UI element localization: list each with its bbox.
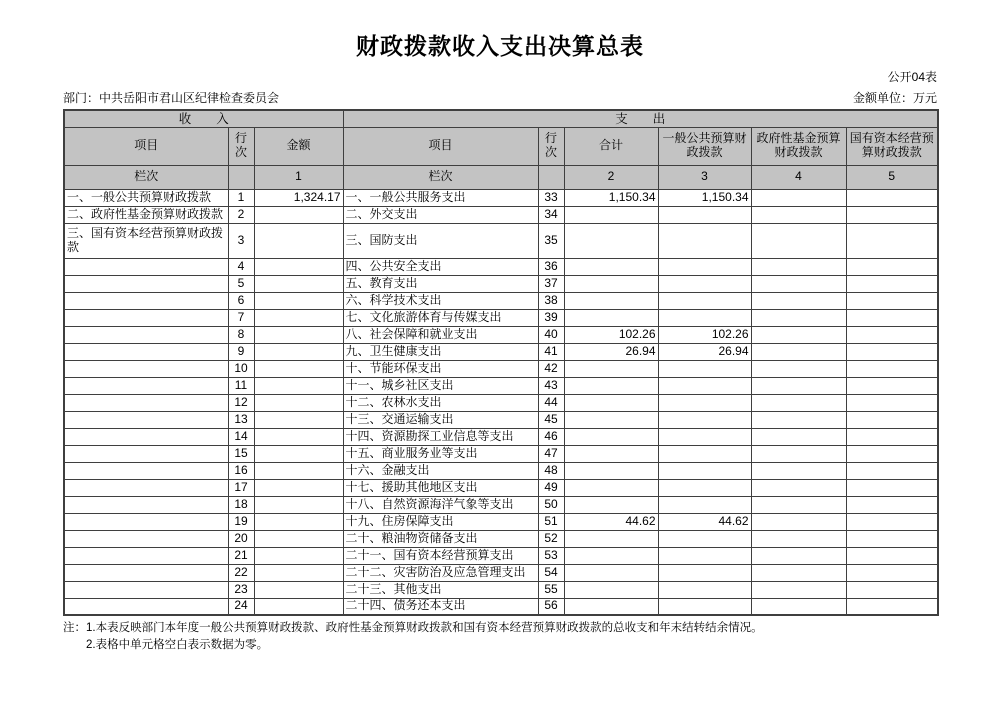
income-line-cell: 1 <box>228 189 254 206</box>
exp-item-cell: 十七、援助其他地区支出 <box>343 479 538 496</box>
income-item-cell <box>64 275 228 292</box>
exp-item-cell: 十、节能环保支出 <box>343 360 538 377</box>
income-item-header: 项目 <box>64 127 228 165</box>
exp-line-cell: 47 <box>538 445 564 462</box>
exp-line-cell: 45 <box>538 411 564 428</box>
income-item-cell <box>64 598 228 615</box>
exp-total-cell <box>564 496 658 513</box>
income-amount-cell <box>254 530 343 547</box>
exp-gov-fund-cell <box>751 445 846 462</box>
exp-general-budget-cell <box>658 564 751 581</box>
exp-general-budget-cell <box>658 547 751 564</box>
income-lanci-label: 栏次 <box>64 165 228 189</box>
income-item-cell: 一、一般公共预算财政拨款 <box>64 189 228 206</box>
unit-label: 金额单位：万元 <box>852 91 937 105</box>
exp-gov-fund-cell <box>751 513 846 530</box>
table-row <box>64 462 938 479</box>
note-line-2: 2.表格中单元格空白表示数据为零。 <box>86 638 269 651</box>
income-line-cell: 18 <box>228 496 254 513</box>
income-amount-cell <box>254 462 343 479</box>
exp-line-cell: 34 <box>538 206 564 223</box>
table-row <box>64 223 938 258</box>
exp-state-capital-cell <box>846 547 938 564</box>
table-row <box>64 496 938 513</box>
table-row <box>64 326 938 343</box>
exp-gov-fund-cell <box>751 547 846 564</box>
table-row <box>64 428 938 445</box>
exp-general-budget-cell <box>658 309 751 326</box>
income-section-header: 收 入 <box>64 110 343 127</box>
exp-general-budget-cell <box>658 530 751 547</box>
income-amount-cell <box>254 564 343 581</box>
exp-col-index-5: 5 <box>846 165 938 189</box>
exp-line-cell: 38 <box>538 292 564 309</box>
exp-state-capital-cell <box>846 598 938 615</box>
income-item-cell <box>64 462 228 479</box>
table-row <box>64 598 938 615</box>
exp-state-capital-cell <box>846 445 938 462</box>
exp-total-cell <box>564 360 658 377</box>
exp-gov-fund-cell <box>751 564 846 581</box>
income-line-cell: 12 <box>228 394 254 411</box>
exp-item-cell: 十一、城乡社区支出 <box>343 377 538 394</box>
income-item-cell <box>64 343 228 360</box>
exp-total-cell <box>564 564 658 581</box>
table-row <box>64 513 938 530</box>
income-amount-cell <box>254 377 343 394</box>
page-title: 财政拨款收入支出决算总表 <box>356 33 644 59</box>
table-row <box>64 394 938 411</box>
exp-general-budget-cell: 26.94 <box>658 343 751 360</box>
exp-item-cell: 二十三、其他支出 <box>343 581 538 598</box>
exp-general-budget-cell: 44.62 <box>658 513 751 530</box>
table-row <box>64 258 938 275</box>
exp-general-budget-cell <box>658 292 751 309</box>
income-amount-cell <box>254 547 343 564</box>
exp-state-capital-cell <box>846 394 938 411</box>
income-item-cell <box>64 428 228 445</box>
section-header-row <box>64 110 938 127</box>
income-item-cell <box>64 326 228 343</box>
exp-line-cell: 53 <box>538 547 564 564</box>
exp-gov-fund-cell <box>751 394 846 411</box>
exp-general-budget-cell <box>658 496 751 513</box>
exp-state-capital-cell <box>846 309 938 326</box>
exp-general-budget-cell <box>658 479 751 496</box>
meta-line <box>63 89 937 106</box>
exp-line-cell: 44 <box>538 394 564 411</box>
table-row <box>64 411 938 428</box>
budget-table <box>63 109 939 616</box>
exp-item-cell: 十四、资源勘探工业信息等支出 <box>343 428 538 445</box>
income-amount-cell <box>254 275 343 292</box>
exp-state-capital-cell <box>846 564 938 581</box>
income-amount-cell <box>254 326 343 343</box>
income-item-cell <box>64 309 228 326</box>
income-amount-header: 金额 <box>254 127 343 165</box>
income-amount-cell <box>254 411 343 428</box>
exp-gov-fund-cell <box>751 223 846 258</box>
income-amount-cell <box>254 343 343 360</box>
exp-state-capital-cell <box>846 428 938 445</box>
exp-state-capital-cell <box>846 513 938 530</box>
exp-state-capital-cell <box>846 411 938 428</box>
income-item-cell <box>64 547 228 564</box>
exp-gov-fund-cell <box>751 377 846 394</box>
exp-total-cell: 26.94 <box>564 343 658 360</box>
column-index-row <box>64 165 938 189</box>
exp-general-budget-cell <box>658 445 751 462</box>
exp-gov-fund-cell <box>751 206 846 223</box>
income-amount-cell <box>254 445 343 462</box>
table-row <box>64 530 938 547</box>
exp-line-cell: 55 <box>538 581 564 598</box>
exp-line-cell: 49 <box>538 479 564 496</box>
income-amount-cell <box>254 598 343 615</box>
exp-total-cell <box>564 547 658 564</box>
income-item-cell <box>64 292 228 309</box>
table-row <box>64 360 938 377</box>
exp-item-cell: 三、国防支出 <box>343 223 538 258</box>
exp-item-cell: 二十四、债务还本支出 <box>343 598 538 615</box>
exp-total-header: 合计 <box>564 127 658 165</box>
income-line-cell: 13 <box>228 411 254 428</box>
income-line-cell: 3 <box>228 223 254 258</box>
income-line-cell: 4 <box>228 258 254 275</box>
exp-total-cell: 44.62 <box>564 513 658 530</box>
note-line-1: 注：1.本表反映部门本年度一般公共预算财政拨款、政府性基金预算财政拨款和国有资本经营预算财政拨款的总收支和年末结转结余情况。 <box>63 622 763 634</box>
exp-state-capital-cell <box>846 206 938 223</box>
income-amount-cell <box>254 258 343 275</box>
exp-state-capital-cell <box>846 360 938 377</box>
exp-state-capital-cell <box>846 479 938 496</box>
exp-item-cell: 十二、农林水支出 <box>343 394 538 411</box>
income-line-cell: 24 <box>228 598 254 615</box>
income-item-cell <box>64 564 228 581</box>
exp-item-cell: 十三、交通运输支出 <box>343 411 538 428</box>
exp-line-cell: 50 <box>538 496 564 513</box>
exp-gov-fund-cell <box>751 258 846 275</box>
exp-general-budget-cell: 102.26 <box>658 326 751 343</box>
exp-total-cell <box>564 530 658 547</box>
income-line-cell: 17 <box>228 479 254 496</box>
exp-gov-fund-cell <box>751 428 846 445</box>
table-row <box>64 292 938 309</box>
exp-item-cell: 六、科学技术支出 <box>343 292 538 309</box>
exp-state-capital-header: 国有资本经营预算财政拨款 <box>846 127 938 165</box>
exp-item-cell: 四、公共安全支出 <box>343 258 538 275</box>
income-amount-cell: 1,324.17 <box>254 189 343 206</box>
income-item-cell <box>64 360 228 377</box>
income-line-cell: 9 <box>228 343 254 360</box>
exp-state-capital-cell <box>846 530 938 547</box>
exp-gov-fund-header: 政府性基金预算财政拨款 <box>751 127 846 165</box>
exp-general-budget-cell <box>658 206 751 223</box>
exp-item-cell: 二十二、灾害防治及应急管理支出 <box>343 564 538 581</box>
income-line-cell: 10 <box>228 360 254 377</box>
exp-item-cell: 十五、商业服务业等支出 <box>343 445 538 462</box>
exp-general-budget-cell <box>658 377 751 394</box>
income-amount-cell <box>254 581 343 598</box>
exp-total-cell <box>564 275 658 292</box>
exp-gov-fund-cell <box>751 360 846 377</box>
table-row <box>64 275 938 292</box>
exp-general-budget-cell: 1,150.34 <box>658 189 751 206</box>
income-line-header: 行次 <box>228 127 254 165</box>
exp-item-cell: 五、教育支出 <box>343 275 538 292</box>
exp-item-cell: 二十、粮油物资储备支出 <box>343 530 538 547</box>
exp-col-index-2: 2 <box>564 165 658 189</box>
exp-line-cell: 46 <box>538 428 564 445</box>
exp-gov-fund-cell <box>751 598 846 615</box>
exp-general-budget-header: 一般公共预算财政拨款 <box>658 127 751 165</box>
exp-item-cell: 一、一般公共服务支出 <box>343 189 538 206</box>
income-item-cell <box>64 479 228 496</box>
income-amount-cell <box>254 394 343 411</box>
column-header-row <box>64 127 938 165</box>
exp-lanci-blank <box>538 165 564 189</box>
exp-line-header: 行次 <box>538 127 564 165</box>
exp-gov-fund-cell <box>751 462 846 479</box>
exp-state-capital-cell <box>846 343 938 360</box>
income-amount-cell <box>254 292 343 309</box>
exp-total-cell <box>564 258 658 275</box>
exp-gov-fund-cell <box>751 292 846 309</box>
table-code: 公开04表 <box>887 70 937 84</box>
exp-total-cell <box>564 411 658 428</box>
exp-col-index-3: 3 <box>658 165 751 189</box>
exp-total-cell <box>564 462 658 479</box>
exp-state-capital-cell <box>846 189 938 206</box>
income-line-cell: 14 <box>228 428 254 445</box>
exp-item-header: 项目 <box>343 127 538 165</box>
income-line-cell: 21 <box>228 547 254 564</box>
exp-gov-fund-cell <box>751 309 846 326</box>
table-row <box>64 581 938 598</box>
income-item-cell <box>64 394 228 411</box>
income-amount-cell <box>254 479 343 496</box>
exp-item-cell: 十八、自然资源海洋气象等支出 <box>343 496 538 513</box>
income-item-cell <box>64 445 228 462</box>
income-col-index-1: 1 <box>254 165 343 189</box>
exp-gov-fund-cell <box>751 530 846 547</box>
exp-general-budget-cell <box>658 462 751 479</box>
table-row <box>64 547 938 564</box>
income-line-cell: 15 <box>228 445 254 462</box>
exp-general-budget-cell <box>658 598 751 615</box>
exp-general-budget-cell <box>658 428 751 445</box>
income-item-cell <box>64 513 228 530</box>
exp-item-cell: 八、社会保障和就业支出 <box>343 326 538 343</box>
exp-state-capital-cell <box>846 581 938 598</box>
exp-total-cell <box>564 598 658 615</box>
exp-gov-fund-cell <box>751 343 846 360</box>
exp-line-cell: 51 <box>538 513 564 530</box>
income-amount-cell <box>254 428 343 445</box>
income-line-cell: 6 <box>228 292 254 309</box>
table-row <box>64 377 938 394</box>
exp-lanci-label: 栏次 <box>343 165 538 189</box>
income-amount-cell <box>254 513 343 530</box>
exp-total-cell <box>564 445 658 462</box>
exp-general-budget-cell <box>658 360 751 377</box>
income-item-cell <box>64 530 228 547</box>
exp-item-cell: 十九、住房保障支出 <box>343 513 538 530</box>
sheet <box>63 68 937 616</box>
income-line-cell: 19 <box>228 513 254 530</box>
exp-line-cell: 33 <box>538 189 564 206</box>
table-body <box>64 189 938 615</box>
exp-general-budget-cell <box>658 275 751 292</box>
exp-line-cell: 54 <box>538 564 564 581</box>
income-lanci-blank <box>228 165 254 189</box>
exp-total-cell <box>564 479 658 496</box>
table-row <box>64 206 938 223</box>
income-line-cell: 7 <box>228 309 254 326</box>
exp-state-capital-cell <box>846 275 938 292</box>
exp-line-cell: 42 <box>538 360 564 377</box>
exp-general-budget-cell <box>658 411 751 428</box>
income-amount-cell <box>254 206 343 223</box>
exp-total-cell <box>564 428 658 445</box>
exp-line-cell: 48 <box>538 462 564 479</box>
exp-state-capital-cell <box>846 258 938 275</box>
exp-gov-fund-cell <box>751 326 846 343</box>
exp-total-cell: 1,150.34 <box>564 189 658 206</box>
table-row <box>64 189 938 206</box>
exp-line-cell: 35 <box>538 223 564 258</box>
income-item-cell: 二、政府性基金预算财政拨款 <box>64 206 228 223</box>
income-line-cell: 11 <box>228 377 254 394</box>
exp-state-capital-cell <box>846 462 938 479</box>
exp-gov-fund-cell <box>751 581 846 598</box>
exp-total-cell <box>564 394 658 411</box>
exp-col-index-4: 4 <box>751 165 846 189</box>
exp-state-capital-cell <box>846 496 938 513</box>
exp-state-capital-cell <box>846 326 938 343</box>
exp-line-cell: 40 <box>538 326 564 343</box>
exp-general-budget-cell <box>658 258 751 275</box>
income-item-cell <box>64 258 228 275</box>
exp-state-capital-cell <box>846 292 938 309</box>
exp-gov-fund-cell <box>751 479 846 496</box>
exp-line-cell: 43 <box>538 377 564 394</box>
exp-item-cell: 二十一、国有资本经营预算支出 <box>343 547 538 564</box>
income-item-cell <box>64 581 228 598</box>
income-amount-cell <box>254 223 343 258</box>
exp-line-cell: 39 <box>538 309 564 326</box>
exp-general-budget-cell <box>658 394 751 411</box>
exp-line-cell: 37 <box>538 275 564 292</box>
expenditure-section-header: 支 出 <box>343 110 938 127</box>
table-row <box>64 479 938 496</box>
income-line-cell: 8 <box>228 326 254 343</box>
income-item-cell: 三、国有资本经营预算财政拨款 <box>64 223 228 258</box>
exp-state-capital-cell <box>846 223 938 258</box>
exp-total-cell: 102.26 <box>564 326 658 343</box>
exp-total-cell <box>564 581 658 598</box>
exp-general-budget-cell <box>658 581 751 598</box>
notes <box>63 620 963 653</box>
income-line-cell: 2 <box>228 206 254 223</box>
income-line-cell: 5 <box>228 275 254 292</box>
exp-total-cell <box>564 223 658 258</box>
table-row <box>64 564 938 581</box>
exp-gov-fund-cell <box>751 189 846 206</box>
exp-gov-fund-cell <box>751 496 846 513</box>
exp-item-cell: 七、文化旅游体育与传媒支出 <box>343 309 538 326</box>
table-row <box>64 445 938 462</box>
income-item-cell <box>64 496 228 513</box>
income-line-cell: 20 <box>228 530 254 547</box>
exp-gov-fund-cell <box>751 275 846 292</box>
exp-total-cell <box>564 309 658 326</box>
income-amount-cell <box>254 309 343 326</box>
exp-item-cell: 二、外交支出 <box>343 206 538 223</box>
exp-total-cell <box>564 377 658 394</box>
exp-item-cell: 九、卫生健康支出 <box>343 343 538 360</box>
exp-item-cell: 十六、金融支出 <box>343 462 538 479</box>
exp-state-capital-cell <box>846 377 938 394</box>
exp-line-cell: 52 <box>538 530 564 547</box>
exp-total-cell <box>564 206 658 223</box>
exp-line-cell: 41 <box>538 343 564 360</box>
exp-line-cell: 56 <box>538 598 564 615</box>
table-row <box>64 309 938 326</box>
income-line-cell: 16 <box>228 462 254 479</box>
exp-line-cell: 36 <box>538 258 564 275</box>
table-row <box>64 343 938 360</box>
department-label: 部门：中共岳阳市君山区纪律检查委员会 <box>63 91 280 105</box>
income-item-cell <box>64 411 228 428</box>
exp-general-budget-cell <box>658 223 751 258</box>
income-amount-cell <box>254 360 343 377</box>
income-line-cell: 22 <box>228 564 254 581</box>
income-line-cell: 23 <box>228 581 254 598</box>
exp-total-cell <box>564 292 658 309</box>
exp-gov-fund-cell <box>751 411 846 428</box>
income-amount-cell <box>254 496 343 513</box>
income-item-cell <box>64 377 228 394</box>
